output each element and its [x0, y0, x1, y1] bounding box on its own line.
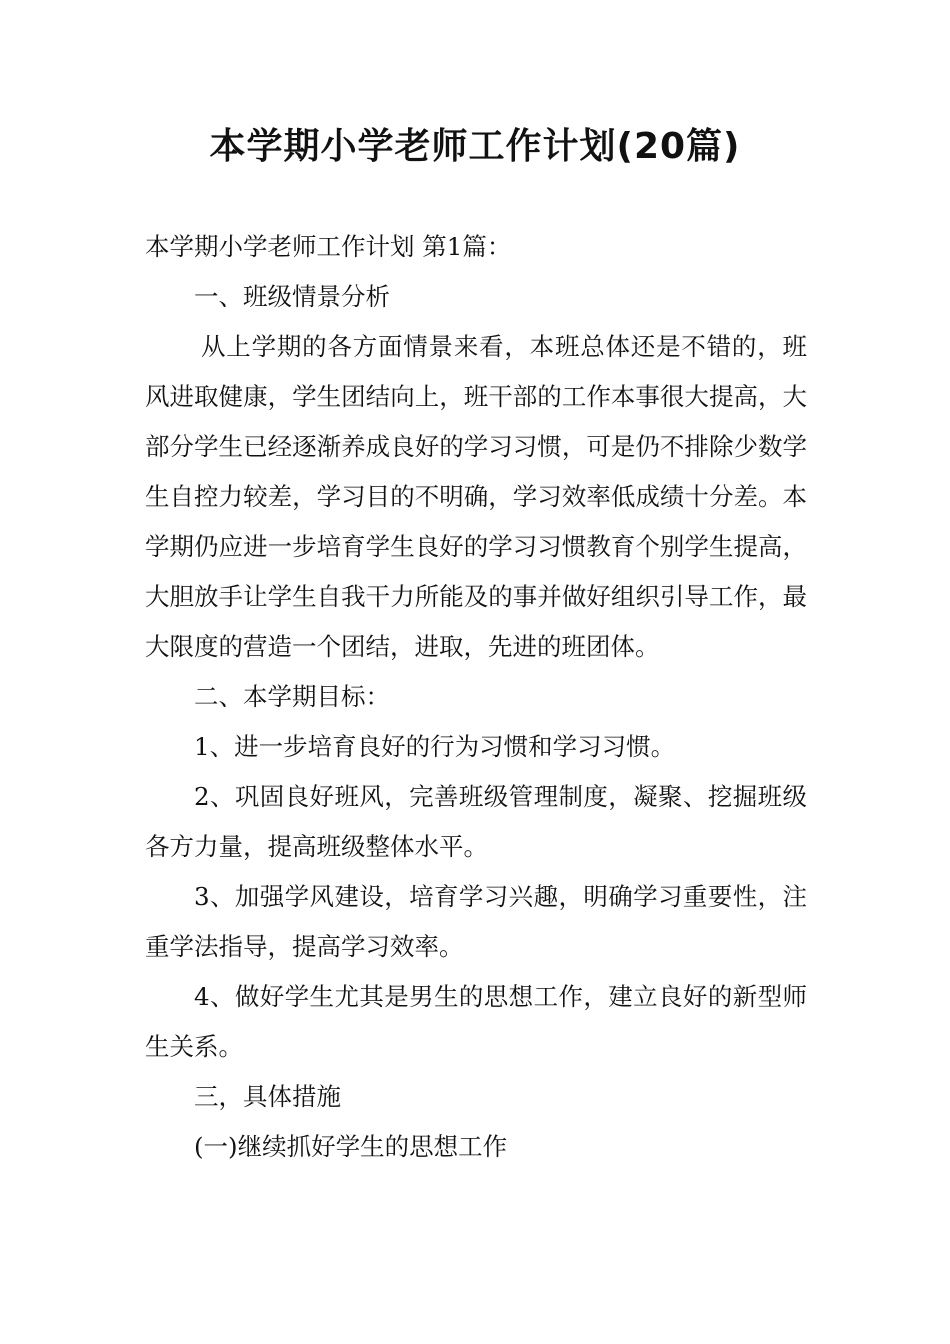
- document-title: 本学期小学老师工作计划(20篇): [209, 126, 741, 167]
- goal-item-3: 3、加强学风建设，培育学习兴趣，明确学习重要性，注重学法指导，提高学习效率。: [145, 882, 807, 961]
- section-heading-first-plan: 本学期小学老师工作计划 第1篇：: [145, 232, 512, 261]
- goal-item-2: 2、巩固良好班风，完善班级管理制度，凝聚、挖掘班级各方力量，提高班级整体水平。: [145, 782, 807, 861]
- section-heading-class-analysis: 一、班级情景分析: [194, 282, 390, 311]
- document-body: [145, 222, 807, 1172]
- goal-item-4: 4、做好学生尤其是男生的思想工作，建立良好的新型师生关系。: [145, 982, 807, 1061]
- section-heading-measures: 三，具体措施: [194, 1082, 341, 1111]
- section-heading-semester-goals: 二、本学期目标：: [194, 682, 390, 711]
- subsection-heading-ideology: (一)继续抓好学生的思想工作: [194, 1132, 508, 1161]
- goal-item-1: 1、进一步培育良好的行为习惯和学习习惯。: [194, 732, 676, 761]
- paragraph-class-analysis: 从上学期的各方面情景来看，本班总体还是不错的，班风进取健康，学生团结向上，班干部的工作本事很大提高，大部分学生已经逐渐养成良好的学习习惯，可是仍不排除少数学生自控力较差，学习目的不明确，学习效率低成绩十分差。本学期仍应进一步培育学生良好的学习习惯教育个别学生提高，大胆放手让学生自我干力所能及的事并做好组织引导工作，最大限度的营造一个团结，进取，先进的班团体。: [145, 332, 807, 661]
